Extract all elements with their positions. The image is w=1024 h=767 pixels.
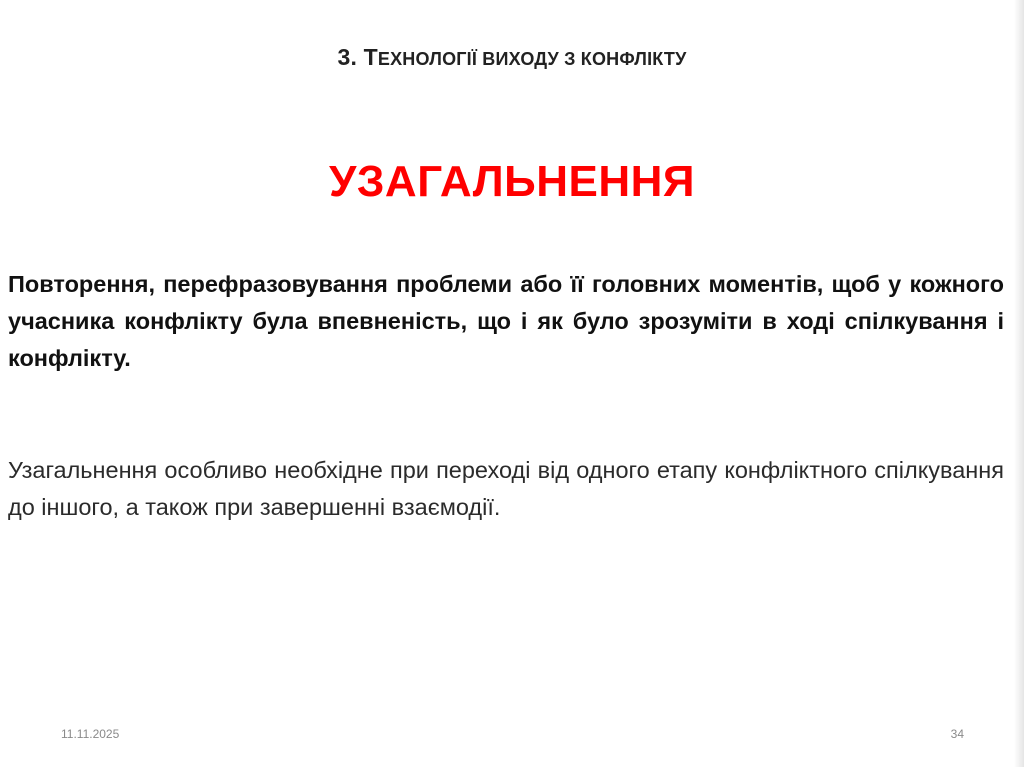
slide-title	[0, 44, 1024, 71]
footer-date: 11.11.2025	[61, 727, 120, 741]
page-number: 34	[950, 727, 964, 741]
slide-title-prefix: 3. Т	[337, 44, 378, 70]
section-heading: УЗАГАЛЬНЕННЯ	[329, 157, 695, 206]
slide-edge-shadow	[1014, 0, 1024, 767]
usage-paragraph: Узагальнення особливо необхідне при переході від одного етапу конфліктного спілкування до іншого, а також при завершенні взаємодії.	[8, 457, 1004, 520]
definition-paragraph: Повторення, перефразовування проблеми або її головних моментів, щоб у кожного учасника конфлікту була впевненість, що і як було зрозуміти в ході спілкування і конфлікту.	[8, 271, 1004, 371]
slide-title-rest: ЕХНОЛОГІЇ ВИХОДУ З КОНФЛІКТУ	[377, 49, 687, 69]
